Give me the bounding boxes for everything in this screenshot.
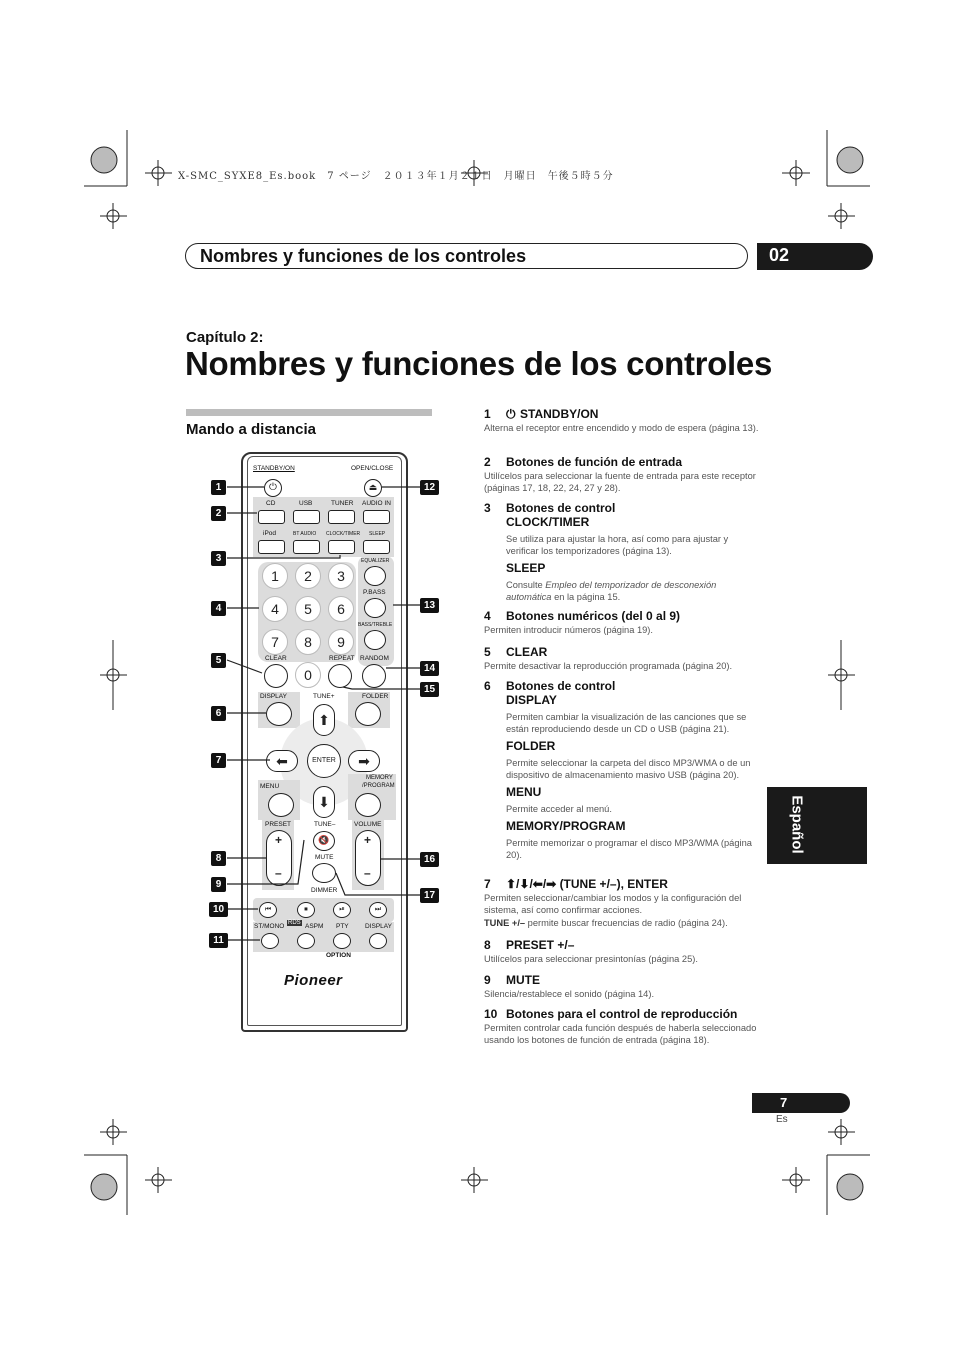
preset-minus: –: [275, 866, 282, 880]
preset-plus: +: [275, 833, 283, 847]
open-close-label: OPEN/CLOSE: [351, 465, 394, 472]
item-2: 2 Botones de función de entrada Utilícelos para seleccionar la fuente de entrada para este receptor (páginas 17, 18, 22, 24, 27 y 28).: [484, 455, 756, 493]
digit-7-button: 7: [262, 629, 288, 655]
next-icon: ⏭: [369, 902, 387, 918]
digit-8-button: 8: [295, 629, 321, 655]
item-1: 1 ⏻ STANDBY/ON Alterna el receptor entre encendido y modo de espera (página 13).: [484, 407, 759, 433]
src-label-audio-in: AUDIO IN: [362, 500, 391, 507]
digit-1-button: 1: [262, 563, 288, 589]
print-header: X-SMC_SYXE8_Es.book 7 ページ ２０１３年１月２１日 月曜日 午後５時５分: [178, 171, 614, 182]
volume-label: VOLUME: [354, 821, 382, 828]
language-tab: Español: [767, 787, 867, 864]
item-8: 8 PRESET +/– Utilícelos para seleccionar presintonías (página 25).: [484, 938, 698, 964]
program-label: /PROGRAM: [362, 783, 395, 789]
digit-2-button: 2: [295, 563, 321, 589]
right-arrow-icon: ➡: [348, 750, 380, 772]
digit-6-button: 6: [328, 596, 354, 622]
preset-label: PRESET: [265, 821, 292, 828]
tune-minus-label: TUNE–: [314, 821, 336, 828]
callout-6: 6: [211, 706, 226, 721]
menu-label: MENU: [260, 783, 280, 790]
enter-button: ENTER: [307, 744, 341, 778]
volume-minus: –: [364, 866, 371, 880]
item-3: 3 Botones de control CLOCK/TIMER Se utiliza para ajustar la hora, así como para ajustar y verificar los temporizadores (página 13). SLEEP Consulte Empleo del temporizador de desconexión automática en la página 15.: [484, 501, 729, 602]
equalizer-label: EQUALIZER: [361, 558, 390, 564]
stop-icon: ⏹: [297, 902, 315, 918]
st-mono-label: ST/MONO: [254, 923, 285, 930]
arrow-keys-icon: ⬆/⬇/⬅/➡: [506, 877, 560, 891]
item-9: 9 MUTE Silencia/restablece el sonido (página 14).: [484, 973, 655, 999]
folder-label: FOLDER: [362, 693, 389, 700]
clock-timer-label: CLOCK/TIMER: [326, 531, 361, 537]
page-title: Nombres y funciones de los controles: [185, 345, 773, 382]
src-label-tuner: TUNER: [331, 500, 354, 507]
item-4: 4 Botones numéricos (del 0 al 9) Permiten introducir números (página 19).: [484, 609, 681, 635]
digit-3-button: 3: [328, 563, 354, 589]
mute-icon: 🔇: [313, 831, 335, 851]
rds-label: RDS: [288, 920, 301, 926]
digit-4-button: 4: [262, 596, 288, 622]
pty-label: PTY: [336, 923, 349, 930]
repeat-label: REPEAT: [329, 655, 355, 662]
item-6: 6 Botones de control DISPLAY Permiten cambiar la visualización de las canciones que se están reproduciendo desde un CD o USB (página 21). FOLDER Permite seleccionar la carpeta del disco MP3/WMA o de un dispositivo de almacenamiento masivo USB (página 20). MENU Permite acceder al menú. MEMORY/PROGRAM Permite memorizar o programar el disco MP3/WMA (página 20).: [484, 679, 752, 860]
callout-8: 8: [211, 851, 226, 866]
digit-5-button: 5: [295, 596, 321, 622]
tune-plus-label: TUNE+: [313, 693, 335, 700]
callout-12: 12: [420, 480, 439, 495]
option-label: OPTION: [326, 952, 351, 959]
src-label-ipod: iPod: [263, 530, 277, 537]
item-10: 10 Botones para el control de reproducción Permiten controlar cada función después de haberla seleccionado usando los botones de función de entrada (página 18).: [484, 1007, 757, 1045]
sleep-label: SLEEP: [369, 531, 386, 537]
bass-treble-label: BASS/TREBLE: [358, 622, 393, 628]
standby-label: STANDBY/ON: [253, 465, 295, 472]
callout-14: 14: [420, 661, 439, 676]
power-icon: ⏻: [506, 407, 516, 421]
clear-label: CLEAR: [265, 655, 287, 662]
callout-9: 9: [211, 877, 226, 892]
left-arrow-icon: ⬅: [266, 750, 298, 772]
digit-0-button: 0: [295, 662, 321, 688]
callout-2: 2: [211, 506, 226, 521]
src-label-cd: CD: [266, 500, 276, 507]
down-arrow-icon: ⬇: [313, 786, 335, 818]
dimmer-label: DIMMER: [311, 887, 338, 894]
callout-7: 7: [211, 753, 226, 768]
aspm-label: ASPM: [305, 923, 324, 930]
callout-1: 1: [211, 480, 226, 495]
callout-11: 11: [209, 933, 228, 948]
callout-17: 17: [420, 888, 439, 903]
random-label: RANDOM: [360, 655, 389, 662]
play-pause-icon: ⏯: [333, 902, 351, 918]
callout-16: 16: [420, 852, 439, 867]
callout-13: 13: [420, 598, 439, 613]
rds-display-label: DISPLAY: [365, 923, 392, 930]
up-arrow-icon: ⬆: [313, 704, 335, 736]
page-number: 7: [752, 1093, 850, 1113]
previous-icon: ⏮: [259, 902, 277, 918]
callout-3: 3: [211, 551, 226, 566]
item-5: 5 CLEAR Permite desactivar la reproducción programada (página 20).: [484, 645, 733, 671]
memory-label: MEMORY: [366, 775, 393, 781]
header-title: Nombres y funciones de los controles: [200, 246, 527, 266]
page-language: Es: [776, 1114, 788, 1125]
pioneer-logo: Pioneer: [284, 972, 343, 989]
digit-9-button: 9: [328, 629, 354, 655]
chapter-number: 02: [757, 243, 873, 270]
power-icon: ⏻: [264, 479, 282, 497]
eject-icon: ⏏: [364, 479, 382, 497]
callout-4: 4: [211, 601, 226, 616]
chapter-label: Capítulo 2:: [186, 329, 264, 346]
section-title: Mando a distancia: [186, 421, 317, 438]
volume-plus: +: [364, 833, 372, 847]
pbass-label: P.BASS: [363, 589, 386, 596]
src-label-bt-audio: BT AUDIO: [293, 531, 317, 537]
src-label-usb: USB: [299, 500, 313, 507]
display-label: DISPLAY: [260, 693, 287, 700]
mute-label: MUTE: [315, 854, 334, 861]
callout-15: 15: [420, 682, 439, 697]
callout-10: 10: [209, 902, 228, 917]
item-7: 7 ⬆/⬇/⬅/➡ (TUNE +/–), ENTER Permiten seleccionar/cambiar los modos y la configuración del sistema, así como confirmar acciones. TUNE +/– permite buscar frecuencias de radio (página 24).: [484, 877, 742, 928]
callout-5: 5: [211, 653, 226, 668]
